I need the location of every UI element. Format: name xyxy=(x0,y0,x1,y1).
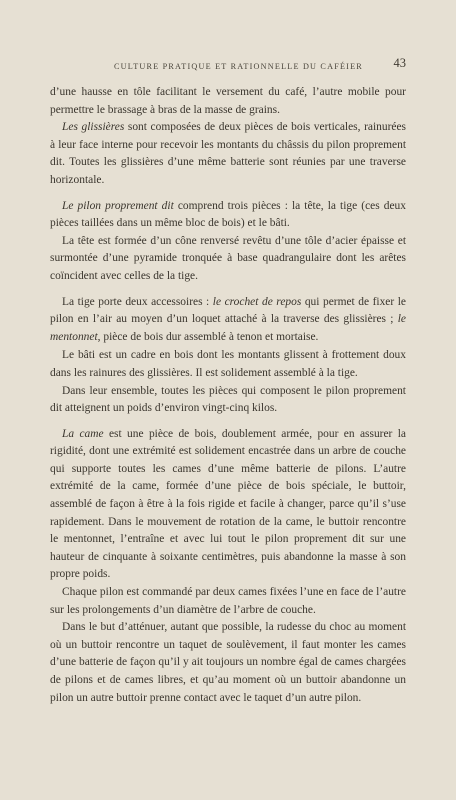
paragraph xyxy=(50,347,406,382)
text-run: Chaque pilon est commandé par deux cames fixées l’une en face de l’autre sur les prolongements d’un diamètre de l’arbre de couche. xyxy=(50,586,406,616)
text-run: qui permet de fixer le pilon en l’air au moyen d’un loquet attaché à la traverse des glissières ; xyxy=(50,295,406,326)
text-run: , pièce de bois dur assemblé à tenon et mortaise. xyxy=(97,330,319,343)
paragraph xyxy=(50,619,406,707)
italic-term: le crochet de repos xyxy=(212,295,302,308)
paragraph xyxy=(50,426,406,584)
paragraph xyxy=(50,383,406,418)
text-run: Dans leur ensemble, toutes les pièces qui composent le pilon proprement dit atteignent un poids d’environ vingt-cinq kilos. xyxy=(50,384,406,415)
text-run: Le bâti est un cadre en bois dont les montants glissent à frottement doux dans les rainures des glissières. Il est solidement assemblé à la tige. xyxy=(50,349,406,379)
italic-term: Le pilon proprement dit xyxy=(62,199,174,212)
paragraph xyxy=(50,294,406,347)
text-run: comprend trois pièces : la tête, la tige (ces deux pièces taillées dans un même bloc de bois) et le bâti. xyxy=(50,199,406,230)
page-number: 43 xyxy=(393,56,406,70)
paragraph xyxy=(50,119,406,189)
paragraph xyxy=(50,584,406,619)
text-run: est une pièce de bois, doublement armée, pour en assurer la rigidité, dont une extrémité est solidement encastrée dans un arbre de couche qui supporte toutes les cames d’une même batterie de pilons. L’autre extrémité de la came, formée d’une pièce de bois spéciale, le buttoir, assemblé de façon à être à la fois rigide et facile à changer, parce qu’il s’use rapidement. Dans le mouvement de rotation de la came, le buttoir rencontre le mentonnet, l’entraîne et avec lui tout le pilon proprement dit sur une hauteur de cinquante à soixante centimètres, puis abandonne la masse à son propre poids. xyxy=(50,427,406,581)
paragraph xyxy=(50,233,406,286)
text-run: La tige porte deux accessoires : xyxy=(62,295,213,308)
body-text xyxy=(50,84,406,707)
text-run: d’une hausse en tôle facilitant le versement du café, l’autre mobile pour permettre le brassage à bras de la masse de grains. xyxy=(50,86,406,116)
running-head: CULTURE PRATIQUE ET RATIONNELLE DU CAFÉIER xyxy=(114,62,363,71)
paragraph xyxy=(50,84,406,119)
text-run: La tête est formée d’un cône renversé revêtu d’une tôle d’acier épaisse et surmontée d’une pyramide tronquée à base quadrangulaire dont les arêtes coïncident avec celles de la tige. xyxy=(50,234,406,282)
text-run: sont composées de deux pièces de bois verticales, rainurées à leur face interne pour recevoir les montants du châssis du pilon proprement dit. Toutes les glissières d’une même batterie sont réunies par une traverse horizontale. xyxy=(50,121,406,186)
italic-term: Les glissières xyxy=(62,121,125,134)
text-run: Dans le but d’atténuer, autant que possible, la rudesse du choc au moment où un buttoir rencontre un taquet de soulèvement, il faut monter les cames d’une batterie de façon qu’il y ait toujours un nombre égal de cames chargées de pilons et de cames libres, et qu’au moment où un buttoir abandonne un pilon un autre buttoir prenne contact avec le taquet d’un autre pilon. xyxy=(50,621,406,704)
page-header xyxy=(50,58,406,78)
italic-term: le mentonnet xyxy=(50,313,406,343)
paragraph xyxy=(50,198,406,233)
italic-term: La came xyxy=(62,427,104,440)
